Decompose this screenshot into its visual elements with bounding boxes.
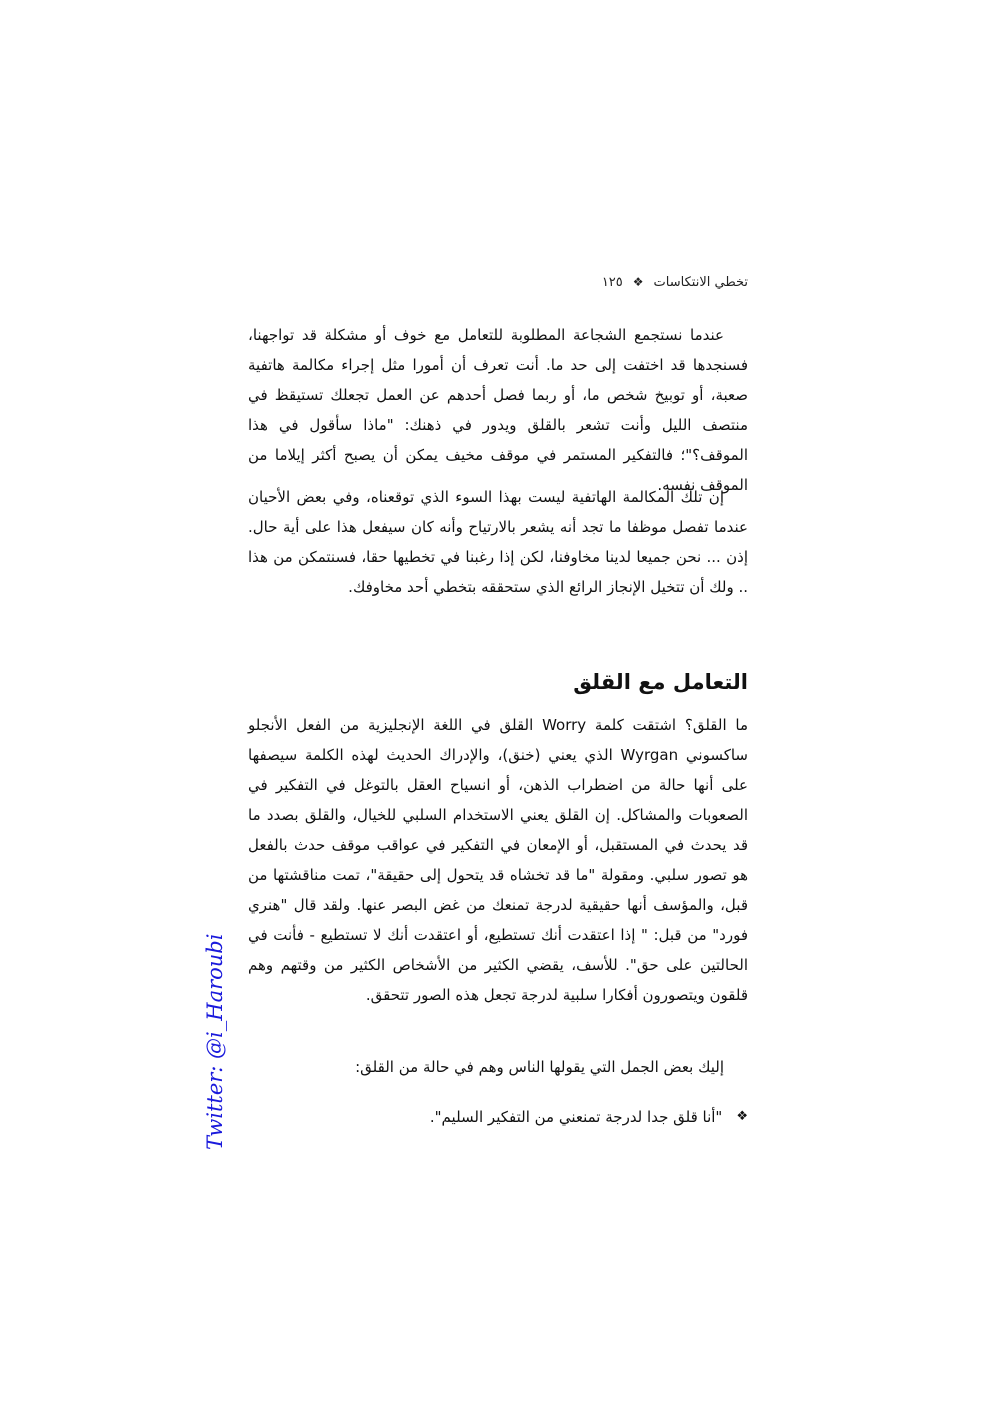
section-heading: التعامل مع القلق <box>573 670 748 694</box>
bullet-item <box>248 1102 748 1132</box>
watermark: Twitter: @i_Haroubi <box>203 933 227 1150</box>
section-paragraph-1: ما القلق؟ اشتقت كلمة Worry القلق في اللغة الإنجليزية من الفعل الأنجلو ساكسوني Wyrgan الذي يعني (خنق)، والإدراك الحديث لهذه الكلمة سيصفها على أنها حالة من اضطراب الذهن، أو انسياح العقل بالتوغل في التفكير في الصعوبات والمشاكل. إن القلق يعني الاستخدام السلبي للخيال، والقلق بصدد ما قد يحدث في المستقبل، أو الإمعان في التفكير في عواقب موقف حدث بالفعل هو تصور سلبي. ومقولة "ما قد تخشاه قد يتحول إلى حقيقة"، تمت مناقشتها من قبل، والمؤسف أنها حقيقية لدرجة تمنعك من غض البصر عنها. ولقد قال "هنري فورد" من قبل: " إذا اعتقدت أنك تستطيع، أو اعتقدت أنك لا تستطيع - فأنت في الحالتين على حق". للأسف، يقضي الكثير من الأشخاص الكثير من وقتهم وهم قلقون ويتصورون أفكارا سلبية لدرجة تجعل هذه الصور تتحقق. <box>248 716 748 1004</box>
section-paragraph-2: إليك بعض الجمل التي يقولها الناس وهم في حالة من القلق: <box>355 1058 724 1076</box>
page-number: ١٢٥ <box>601 274 623 290</box>
bullet-ornament-icon: ❖ <box>736 1109 748 1124</box>
ornament-icon: ❖ <box>632 275 644 289</box>
paragraph-2: إن تلك المكالمة الهاتفية ليست بهذا السوء الذي توقعناه، وفي بعض الأحيان عندما تفصل موظفا ما تجد أنه يشعر بالارتياح وأنه كان سيفعل هذا على أية حال. إذن ... نحن جميعا لدينا مخاوفنا، لكن إذا رغبنا في تخطيها حقا، فسنتمكن من هذا .. ولك أن تتخيل الإنجاز الرائع الذي ستحققه بتخطي أحد مخاوفك. <box>248 488 748 596</box>
bullet-text: "أنا قلق جدا لدرجة تمنعني من التفكير السليم". <box>429 1108 723 1126</box>
running-head <box>248 270 748 294</box>
chapter-title: تخطي الانتكاسات <box>653 274 748 290</box>
paragraph-1: عندما نستجمع الشجاعة المطلوبة للتعامل مع خوف أو مشكلة قد تواجهنا، فسنجدها قد اختفت إلى حد ما. أنت تعرف أن أمورا مثل إجراء مكالمة هاتفية صعبة، أو توبيخ شخص ما، أو ربما فصل أحدهم عن العمل تجعلك تستيقظ في منتصف الليل وأنت تشعر بالقلق ويدور في ذهنك: "ماذا سأقول في هذا الموقف؟"؛ فالتفكير المستمر في موقف مخيف يمكن أن يصبح أكثر إيلاما من الموقف نفسه. <box>248 326 748 494</box>
